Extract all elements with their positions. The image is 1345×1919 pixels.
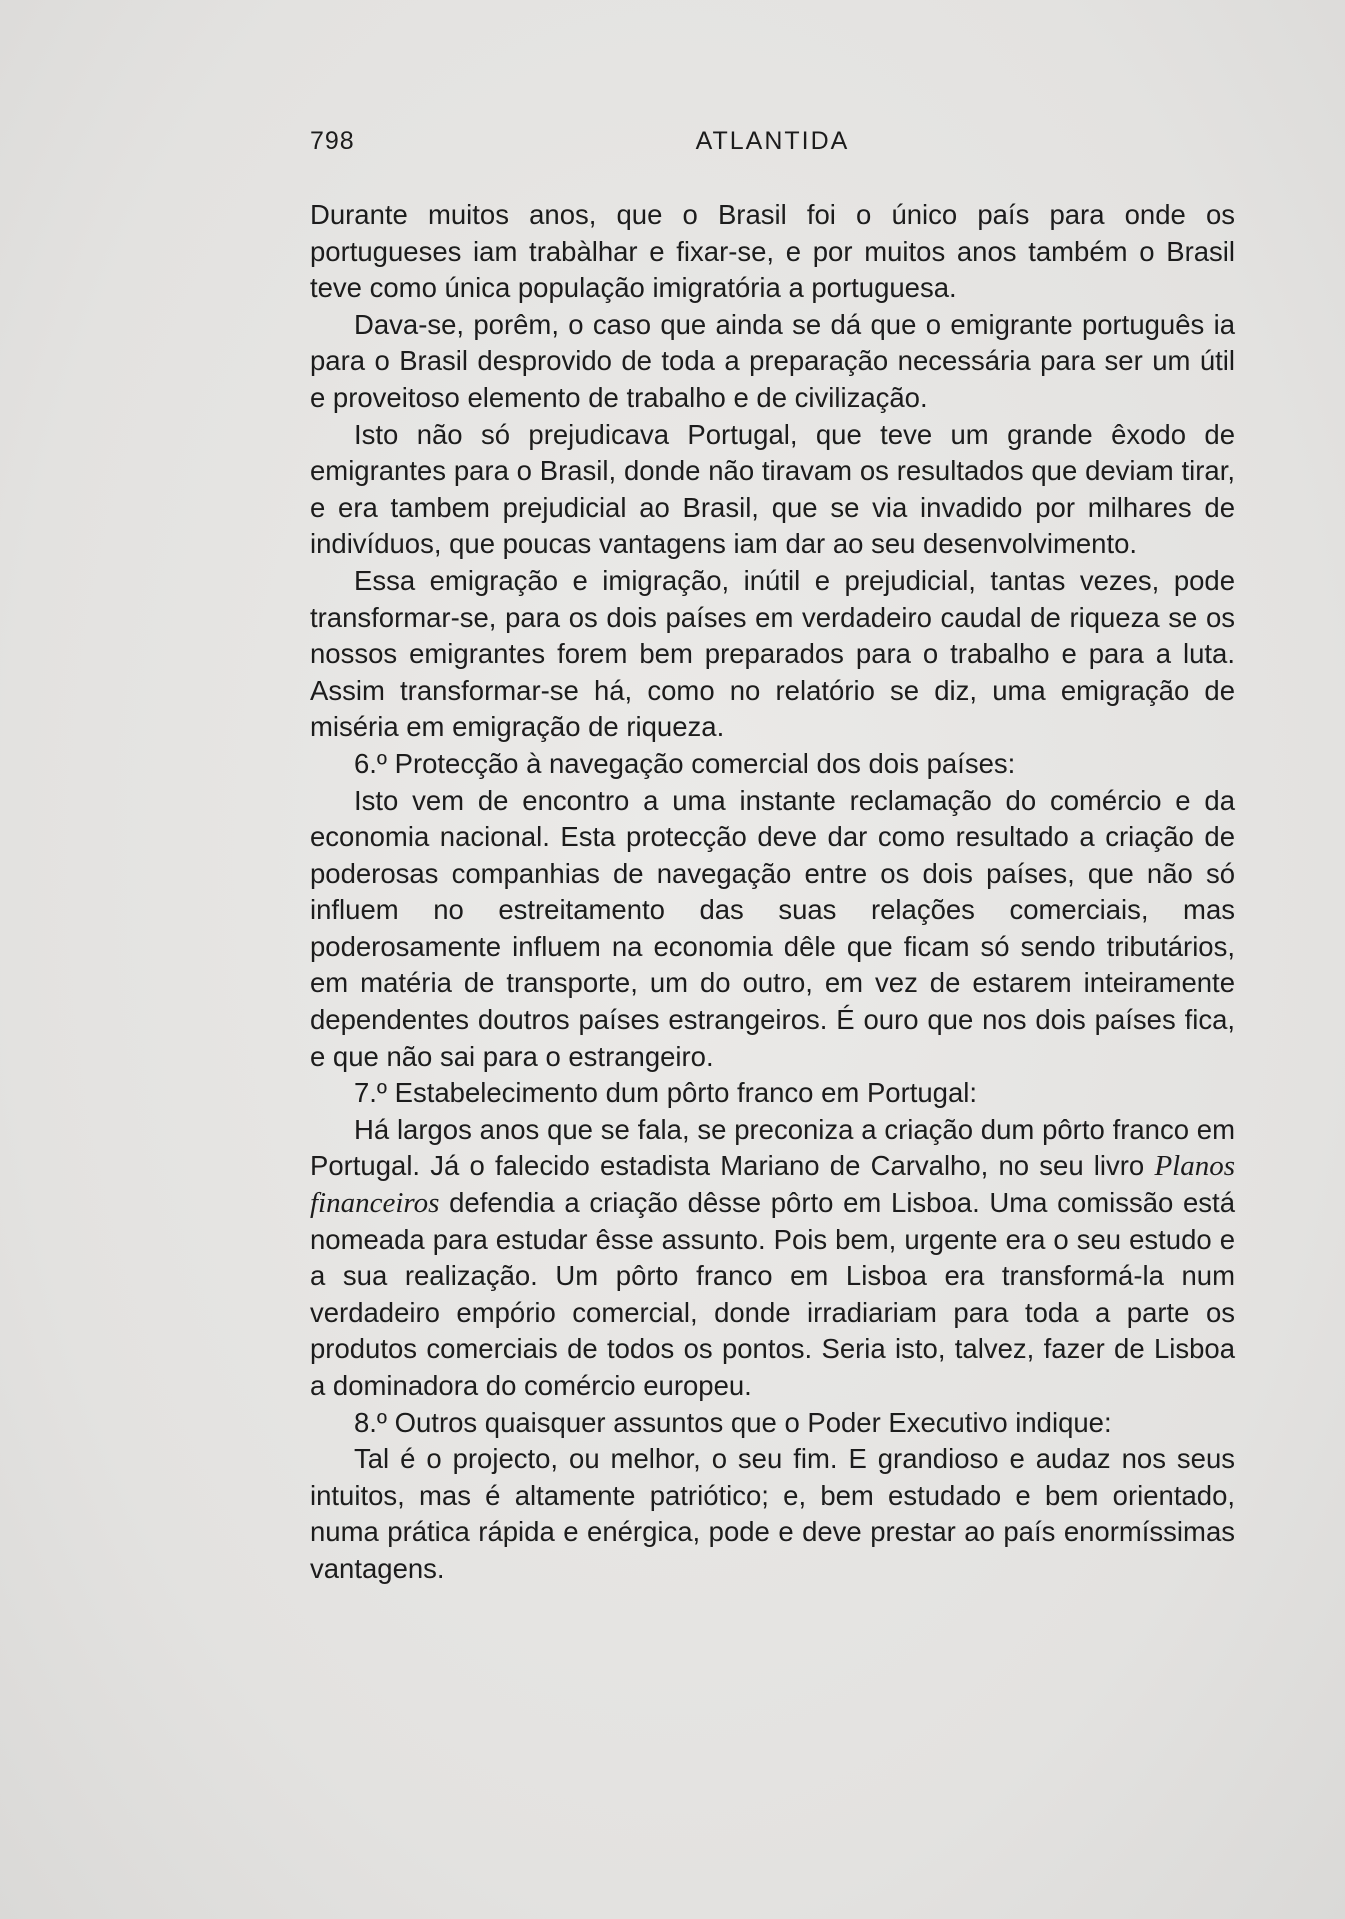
paragraph-8-text-after: defendia a criação dêsse pôrto em Lisboa. Uma comissão está nomeada para estudar êsse assunto. Pois bem, urgente era o seu estudo e a sua realização. Um pôrto franco em Lisboa era transformá-la num verdadeiro empório comercial, donde irradiariam para toda a parte os produtos comerciais de todos os pontos. Seria isto, talvez, fazer de Lisboa a dominadora do comércio europeu. [310,1187,1235,1401]
book-title-italic: Planos financeiros [310,1150,1235,1220]
body-text [310,197,1235,1588]
page-number: 798 [310,127,355,155]
paragraph-4: Essa emigração e imigração, inútil e prejudicial, tantas vezes, pode transformar-se, para os dois países em verdadeiro caudal de riqueza se os nossos emigrantes forem bem preparados para o trabalho e para a luta. Assim transformar-se há, como no relatório se diz, uma emigração de miséria em emigração de riqueza. [310,564,1235,743]
paragraph-3: Isto não só prejudicava Portugal, que teve um grande êxodo de emigrantes para o Brasil, donde não tiravam os resultados que deviam tirar, e era tambem prejudicial ao Brasil, que se via invadido por milhares de indivíduos, que poucas vantagens iam dar ao seu desenvolvimento. [310,418,1235,560]
paragraph-10: Tal é o projecto, ou melhor, o seu fim. E grandioso e audaz nos seus intuitos, mas é altamente patriótico; e, bem estudado e bem orientado, numa prática rápida e enérgica, pode e deve prestar ao país enormíssimas vantagens. [310,1443,1235,1584]
item-6-heading: 6.º Protecção à navegação comercial dos dois países: [354,747,1016,779]
paragraph-6: Isto vem de encontro a uma instante reclamação do comércio e da economia nacional. Esta protecção deve dar como resultado a criação de poderosas companhias de navegação entre os dois países, que não só influem no estreitamento das suas relações comerciais, mas poderosamente influem na economia dêle que ficam só sendo tributários, em matéria de transporte, um do outro, em vez de estarem inteiramente dependentes doutros países estrangeiros. É ouro que nos dois países fica, e que não sai para o estrangeiro. [310,784,1235,1072]
page-header [310,127,1235,163]
paragraph-2: Dava-se, porêm, o caso que ainda se dá que o emigrante português ia para o Brasil desprovido de toda a preparação necessária para ser um útil e proveitoso elemento de trabalho e de civilização. [310,308,1235,413]
item-7-heading: 7.º Estabelecimento dum pôrto franco em Portugal: [354,1077,978,1109]
paragraph-8-text-before: Há largos anos que se fala, se preconiza a criação dum pôrto franco em Portugal. Já o falecido estadista Mariano de Carvalho, no seu livro [310,1113,1235,1182]
item-8-heading: 8.º Outros quaisquer assuntos que o Poder Executivo indique: [354,1406,1112,1438]
paragraph-1: Durante muitos anos, que o Brasil foi o único país para onde os portugueses iam trabàlhar e fixar-se, e por muitos anos também o Brasil teve como única população imigratória a portuguesa. [310,199,1235,304]
paragraph-8 [310,1112,1235,1405]
running-title: ATLANTIDA [695,127,850,155]
